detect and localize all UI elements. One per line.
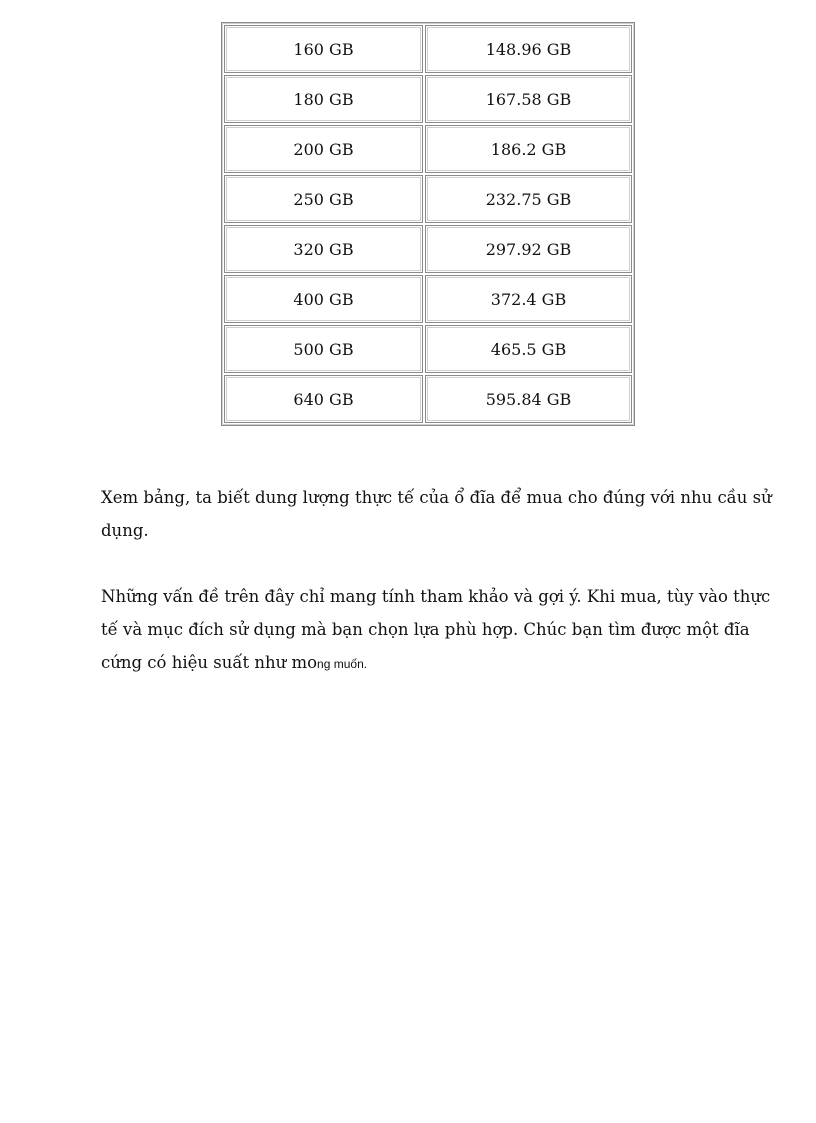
- table-row: [224, 225, 632, 273]
- table-row: [224, 75, 632, 123]
- label-cell: 200 GB: [224, 125, 423, 173]
- label-cell: 400 GB: [224, 275, 423, 323]
- body-paragraph-2: [101, 580, 781, 681]
- actual-cell: 167.58 GB: [425, 75, 632, 123]
- table-row: [224, 375, 632, 423]
- table-row: [224, 325, 632, 373]
- body-paragraph-1: Xem bảng, ta biết dung lượng thực tế của ổ đĩa để mua cho đúng với nhu cầu sử dụng.: [101, 488, 772, 540]
- actual-cell: 148.96 GB: [425, 25, 632, 73]
- capacity-table: [221, 22, 635, 426]
- table-row: [224, 125, 632, 173]
- table-row: [224, 25, 632, 73]
- actual-cell: 372.4 GB: [425, 275, 632, 323]
- actual-cell: 595.84 GB: [425, 375, 632, 423]
- table-row: [224, 275, 632, 323]
- actual-cell: 232.75 GB: [425, 175, 632, 223]
- label-cell: 160 GB: [224, 25, 423, 73]
- label-cell: 320 GB: [224, 225, 423, 273]
- label-cell: 640 GB: [224, 375, 423, 423]
- label-cell: 250 GB: [224, 175, 423, 223]
- actual-cell: 186.2 GB: [425, 125, 632, 173]
- paragraph-2-main: Những vấn đề trên đây chỉ mang tính tham khảo và gợi ý. Khi mua, tùy vào thực tế và mục đích sử dụng mà bạn chọn lựa phù hợp. Chúc bạn tìm được một đĩa cứng có hiệu suất như mo: [101, 587, 771, 672]
- table-row: [224, 175, 632, 223]
- paragraph-2-tail: ng muốn.: [317, 657, 368, 671]
- label-cell: 180 GB: [224, 75, 423, 123]
- label-cell: 500 GB: [224, 325, 423, 373]
- actual-cell: 297.92 GB: [425, 225, 632, 273]
- actual-cell: 465.5 GB: [425, 325, 632, 373]
